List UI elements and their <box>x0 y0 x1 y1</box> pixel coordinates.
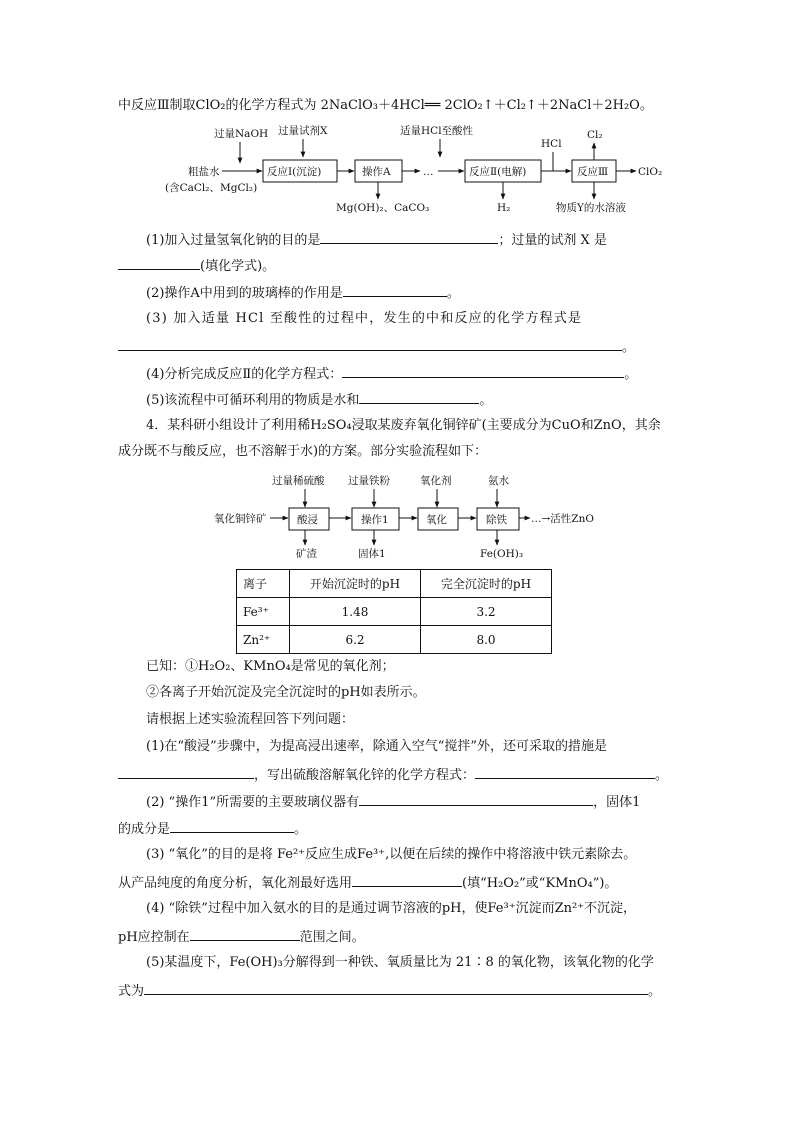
q4-5: (5)某温度下，Fe(OH)₃分解得到一种铁、氧质量比为 21∶8 的氧化物，该氧化物的化学 <box>146 955 654 970</box>
flow2-feoh: Fe(OH)₃ <box>480 548 524 560</box>
flow2-fe-label: 过量铁粉 <box>348 475 390 487</box>
answer-blank[interactable] <box>475 765 655 779</box>
p4-line2: 成分既不与酸反应，也不溶解于水)的方案。部分实验流程如下： <box>118 444 488 459</box>
answer-blank[interactable] <box>343 283 447 297</box>
p4-line1: 4．某科研小组设计了利用稀H₂SO₄浸取某废弃氧化铜锌矿(主要成分为CuO和ZnO，其余 <box>146 418 661 433</box>
flow1-naoh-label: 过量NaOH <box>214 128 269 140</box>
flow2-nh3-label: 氨水 <box>488 475 509 487</box>
flow1-precip: Mg(OH)₂、CaCO₃ <box>336 202 430 214</box>
flow2-solid: 固体1 <box>358 548 386 560</box>
prompt: 请根据上述实验流程回答下列问题： <box>146 712 355 727</box>
q3-1: (1)加入过量氢氧化钠的目的是 ；过量的试剂 X 是 <box>146 230 607 249</box>
flow1-raw: 粗盐水 <box>188 166 220 178</box>
q3-5: (5)该流程中可循环利用的物质是水和 。 <box>146 390 492 409</box>
flow1-box3-label: 反应Ⅱ(电解) <box>469 166 527 178</box>
flow1-product: ClO₂ <box>638 166 663 178</box>
q4-1: (1)在“酸浸”步骤中，为提高浸出速率，除通入空气“搅拌”外，还可采取的措施是 <box>146 739 607 754</box>
flow1-x-label: 过量试剂X <box>278 125 328 137</box>
q4-3-cont: 从产品纯度的角度分析，氧化剂最好选用 (填“H₂O₂”或“KMnO₄”)。 <box>118 873 617 892</box>
flow1-h2: H₂ <box>497 202 511 214</box>
ph-table <box>236 569 552 654</box>
flow1-raw-note: (含CaCl₂、MgCl₂) <box>165 182 258 194</box>
answer-blank[interactable] <box>342 364 624 378</box>
flow1-hcl2-label: HCl <box>541 138 562 150</box>
answer-blank[interactable] <box>118 765 254 779</box>
answer-blank[interactable] <box>170 819 294 833</box>
answer-blank[interactable] <box>359 792 593 806</box>
flow2-acid-label: 过量稀硫酸 <box>272 475 325 487</box>
flow1-box1-label: 反应Ⅰ(沉淀) <box>267 166 322 178</box>
flow2-box1-label: 酸浸 <box>297 514 318 526</box>
flow2-end: …→活性ZnO <box>531 513 594 525</box>
table-header-row: 离子 开始沉淀时的pH 完全沉淀时的pH <box>237 570 552 598</box>
answer-blank[interactable] <box>144 981 648 995</box>
answer-blank[interactable] <box>359 390 479 404</box>
answer-blank[interactable] <box>320 230 498 244</box>
q3-4: (4)分析完成反应Ⅱ的化学方程式： 。 <box>146 364 637 383</box>
q4-4: (4) “除铁”过程中加入氨水的目的是通过调节溶液的pH，使Fe³⁺沉淀而Zn²⁺不沉淀， <box>146 901 637 916</box>
answer-blank[interactable] <box>352 873 462 887</box>
q4-5-cont: 式为 。 <box>118 981 661 1000</box>
table-row: Zn²⁺ 6.2 8.0 <box>237 626 552 654</box>
q4-3: (3) “氧化”的目的是将 Fe²⁺反应生成Fe³⁺,以便在后续的操作中将溶液中铁元素除去。 <box>146 847 637 862</box>
flow2-box3-label: 氧化 <box>426 514 447 526</box>
flow1-dots: … <box>423 166 434 178</box>
flow2-residue: 矿渣 <box>296 548 317 560</box>
q4-2-cont: 的成分是 。 <box>118 819 307 838</box>
q4-2: (2) “操作1”所需要的主要玻璃仪器有 ，固体1 <box>146 792 640 811</box>
flow2-ox-label: 氧化剂 <box>420 475 452 487</box>
q3-3-cont: 。 <box>118 337 635 356</box>
q3-3: (3) 加入适量 HCl 至酸性的过程中，发生的中和反应的化学方程式是 <box>146 311 583 326</box>
flow1-y: 物质Y的水溶液 <box>556 202 626 214</box>
flow1-cl2-label: Cl₂ <box>587 129 603 141</box>
table-row: Fe³⁺ 1.48 3.2 <box>237 598 552 626</box>
flow1-hcl-label: 适量HCl至酸性 <box>400 125 474 137</box>
q4-4-cont: pH应控制在 范围之间。 <box>118 927 365 946</box>
answer-blank[interactable] <box>118 256 200 270</box>
known-2: ②各离子开始沉淀及完全沉淀时的pH如表所示。 <box>146 685 426 700</box>
flow2-box4-label: 除铁 <box>486 514 507 526</box>
flow1-box4-label: 反应Ⅲ <box>577 166 609 178</box>
flow1-box2-label: 操作A <box>362 166 391 178</box>
answer-blank[interactable] <box>190 927 300 941</box>
q4-1-cont: ，写出硫酸溶解氧化锌的化学方程式： 。 <box>118 765 668 784</box>
flow2-ore: 氧化铜锌矿 <box>214 513 267 525</box>
flow2-box2-label: 操作1 <box>361 514 389 526</box>
intro-equation: 中反应Ⅲ制取ClO₂的化学方程式为 2NaClO₃＋4HCl══ 2ClO₂↑＋Cl₂↑＋2NaCl＋2H₂O。 <box>118 98 653 113</box>
answer-blank[interactable] <box>118 337 622 351</box>
q3-2: (2)操作A中用到的玻璃棒的作用是 。 <box>146 283 460 302</box>
known-1: 已知：①H₂O₂、KMnO₄是常见的氧化剂； <box>146 659 395 674</box>
q3-1-cont: (填化学式)。 <box>118 256 275 275</box>
